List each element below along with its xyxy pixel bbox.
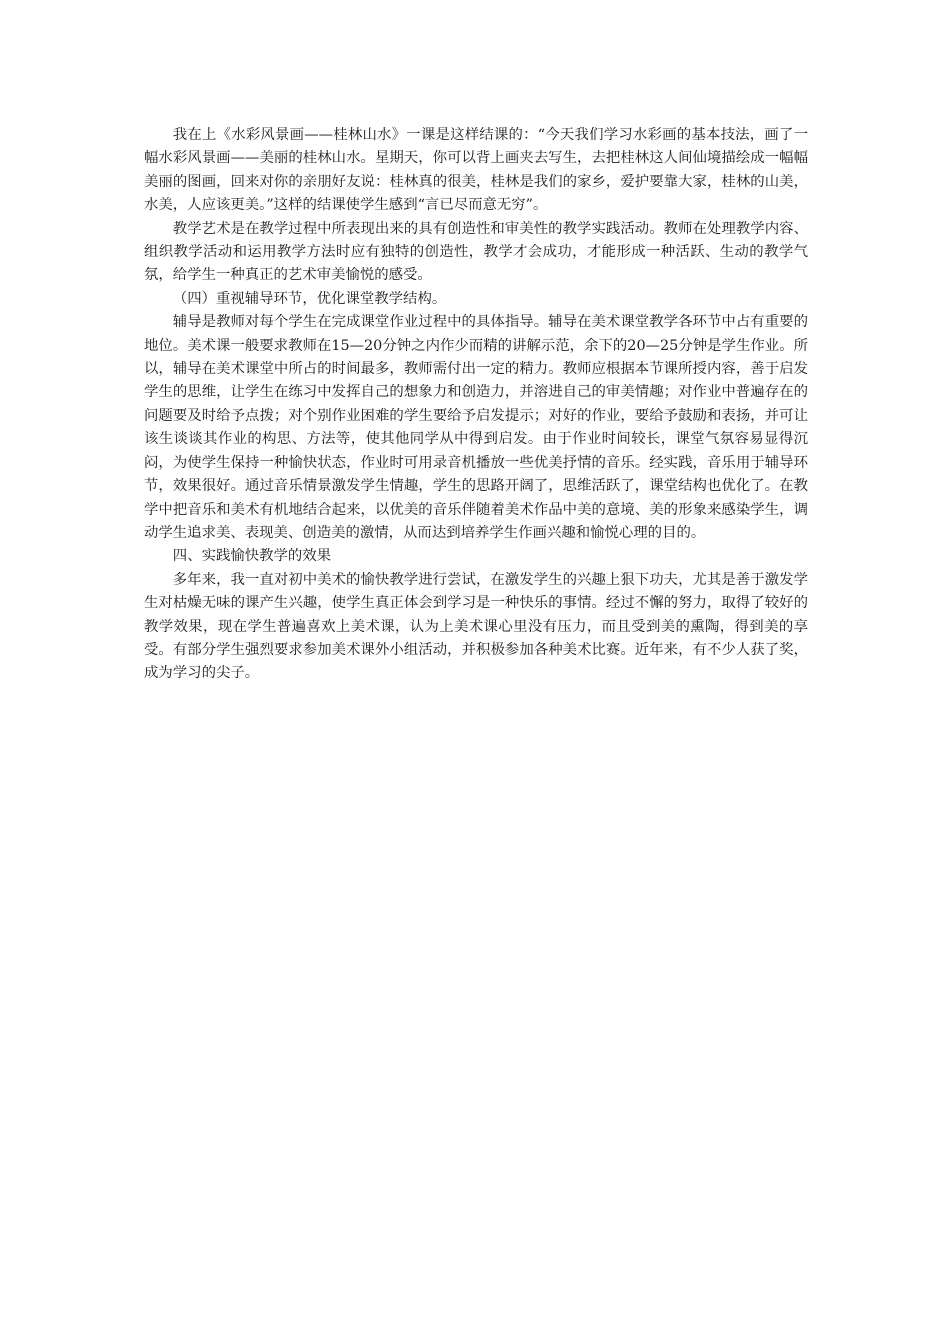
paragraph-results: 多年来，我一直对初中美术的愉快教学进行尝试，在激发学生的兴趣上狠下功夫，尤其是善于激发学生对枯燥无味的课产生兴趣，使学生真正体会到学习是一种快乐的事情。经过不懈的努力，取得了较好的教学效果，现在学生普遍喜欢上美术课，认为上美术课心里没有压力，而且受到美的熏陶，得到美的享受。有部分学生强烈要求参加美术课外小组活动，并积极参加各种美术比赛。近年来，有不少人获了奖，成为学习的尖子。 <box>144 571 808 682</box>
paragraph-tutoring: 辅导是教师对每个学生在完成课堂作业过程中的具体指导。辅导在美术课堂教学各环节中占有重要的地位。美术课一般要求教师在15—20分钟之内作少而精的讲解示范，余下的20—25分钟是学生作业。所以，辅导在美术课堂中所占的时间最多，教师需付出一定的精力。教师应根据本节课所授内容，善于启发学生的思维，让学生在练习中发挥自己的想象力和创造力，并溶进自己的审美情趣；对作业中普遍存在的问题要及时给予点拨；对个别作业困难的学生要给予启发提示；对好的作业，要给予鼓励和表扬，并可让该生谈谈其作业的构思、方法等，使其他同学从中得到启发。由于作业时间较长，课堂气氛容易显得沉闷，为使学生保持一种愉快状态，作业时可用录音机播放一些优美抒情的音乐。经实践，音乐用于辅导环节，效果很好。通过音乐情景激发学生情趣，学生的思路开阔了，思维活跃了，课堂结构也优化了。在教学中把音乐和美术有机地结合起来，以优美的音乐伴随着美术作品中美的意境、美的形象来感染学生，调动学生追求美、表现美、创造美的激情，从而达到培养学生作画兴趣和愉悦心理的目的。 <box>144 314 808 541</box>
paragraph-teaching-art: 教学艺术是在教学过程中所表现出来的具有创造性和审美性的教学实践活动。教师在处理教学内容、组织教学活动和运用教学方法时应有独特的创造性，教学才会成功，才能形成一种活跃、生动的教学气氛，给学生一种真正的艺术审美愉悦的感受。 <box>144 220 808 284</box>
document-body <box>144 124 808 686</box>
paragraph-conclusion-example: 我在上《水彩风景画——桂林山水》一课是这样结课的：“今天我们学习水彩画的基本技法，画了一幅水彩风景画——美丽的桂林山水。星期天，你可以背上画夹去写生，去把桂林这人间仙境描绘成一幅幅美丽的图画，回来对你的亲朋好友说：桂林真的很美，桂林是我们的家乡，爱护要靠大家，桂林的山美，水美，人应该更美。”这样的结课使学生感到“言已尽而意无穷”。 <box>144 127 808 214</box>
section-heading-results: 四、实践愉快教学的效果 <box>172 548 332 565</box>
section-heading-tutoring: （四）重视辅导环节，优化课堂教学结构。 <box>172 290 447 307</box>
